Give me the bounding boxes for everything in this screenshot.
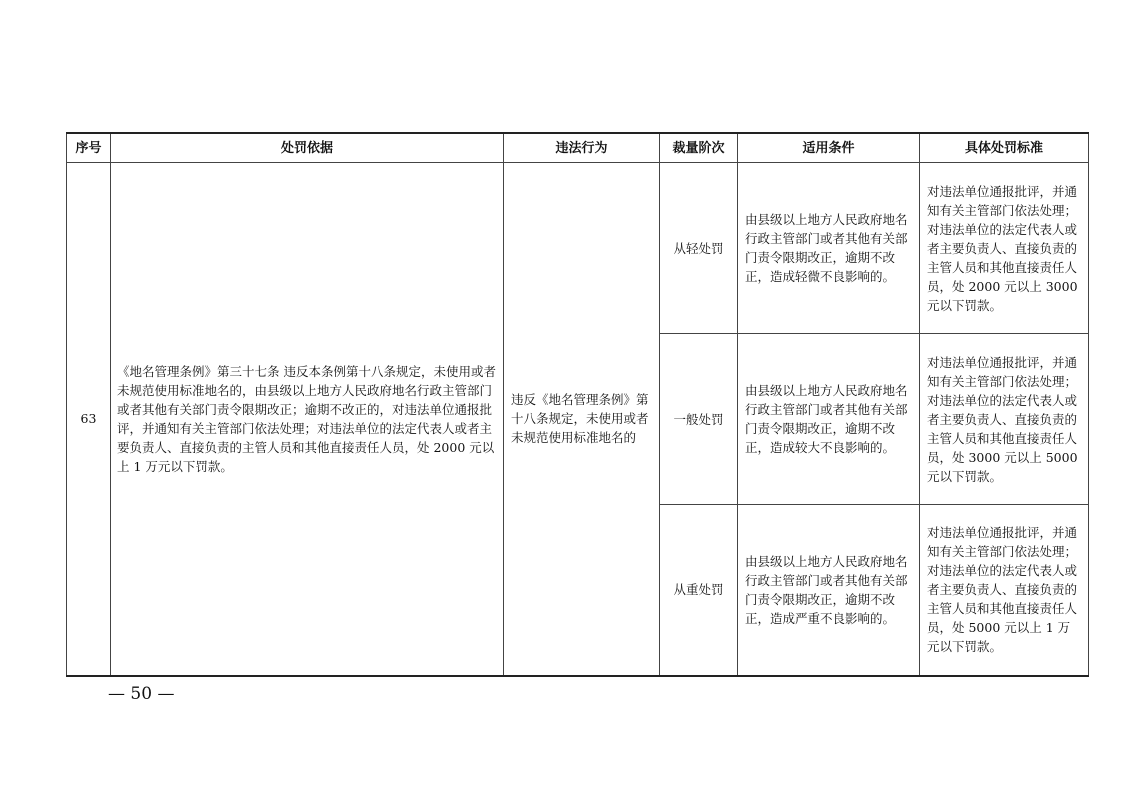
page-number: — 50 —: [108, 684, 175, 704]
condition-general: 由县级以上地方人民政府地名行政主管部门或者其他有关部门责令限期改正，逾期不改正，造成较大不良影响的。: [738, 334, 920, 505]
condition-heavy: 由县级以上地方人民政府地名行政主管部门或者其他有关部门责令限期改正，逾期不改正，造成严重不良影响的。: [738, 505, 920, 676]
standard-light: 对违法单位通报批评，并通知有关主管部门依法处理；对违法单位的法定代表人或者主要负责人、直接负责的主管人员和其他直接责任人员，处 2000 元以上 3000 元以下罚款。: [920, 163, 1089, 334]
penalty-basis-cell: 《地名管理条例》第三十七条 违反本条例第十八条规定，未使用或者未规范使用标准地名的，由县级以上地方人民政府地名行政主管部门或者其他有关部门责令限期改正；逾期不改正的，对违法单位通报批评，并通知有关主管部门依法处理；对违法单位的法定代表人或者主要负责人、直接负责的主管人员和其他直接责任人员，处 2000 元以上 1 万元以下罚款。: [111, 163, 504, 676]
header-violation: 违法行为: [504, 133, 660, 163]
discretion-level-general: 一般处罚: [660, 334, 738, 505]
header-row: [67, 133, 1089, 163]
serial-number-cell: 63: [67, 163, 111, 676]
violation-cell: 违反《地名管理条例》第十八条规定，未使用或者未规范使用标准地名的: [504, 163, 660, 676]
header-penalty-basis: 处罚依据: [111, 133, 504, 163]
header-applicable-condition: 适用条件: [738, 133, 920, 163]
condition-light: 由县级以上地方人民政府地名行政主管部门或者其他有关部门责令限期改正，逾期不改正，造成轻微不良影响的。: [738, 163, 920, 334]
table-row: [67, 163, 1089, 334]
penalty-table: [66, 132, 1089, 677]
discretion-level-heavy: 从重处罚: [660, 505, 738, 676]
discretion-level-light: 从轻处罚: [660, 163, 738, 334]
standard-heavy: 对违法单位通报批评，并通知有关主管部门依法处理；对违法单位的法定代表人或者主要负责人、直接负责的主管人员和其他直接责任人员，处 5000 元以上 1 万元以下罚款。: [920, 505, 1089, 676]
standard-general: 对违法单位通报批评，并通知有关主管部门依法处理；对违法单位的法定代表人或者主要负责人、直接负责的主管人员和其他直接责任人员，处 3000 元以上 5000 元以下罚款。: [920, 334, 1089, 505]
header-discretion-level: 裁量阶次: [660, 133, 738, 163]
header-serial-number: 序号: [67, 133, 111, 163]
header-penalty-standard: 具体处罚标准: [920, 133, 1089, 163]
